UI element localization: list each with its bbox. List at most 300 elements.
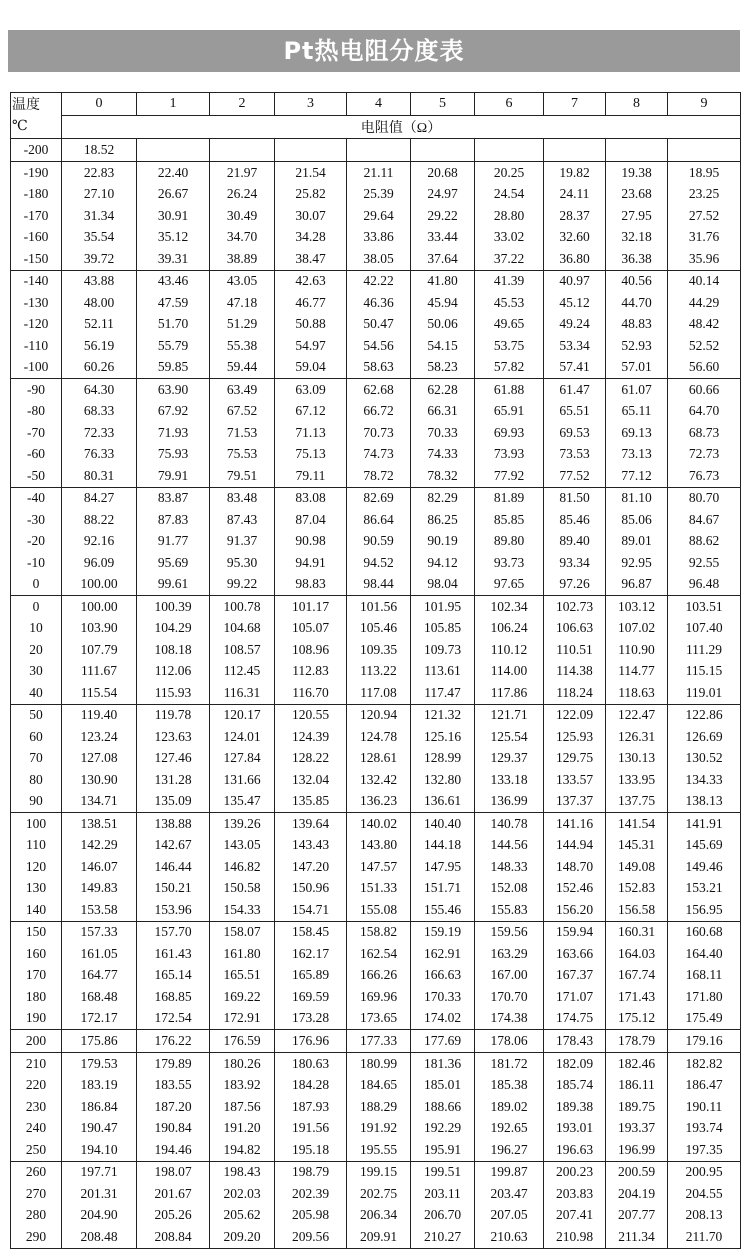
resistance-cell: 40.56 — [606, 270, 668, 292]
resistance-cell: 107.40 — [668, 618, 741, 640]
resistance-cell: 63.90 — [137, 379, 210, 401]
resistance-cell: 205.26 — [137, 1205, 210, 1227]
resistance-cell: 180.99 — [347, 1053, 411, 1075]
resistance-cell: 54.97 — [275, 335, 347, 357]
resistance-cell: 183.92 — [210, 1075, 275, 1097]
resistance-cell: 191.92 — [347, 1118, 411, 1140]
resistance-cell: 121.32 — [411, 704, 475, 726]
resistance-cell: 210.63 — [475, 1226, 544, 1248]
temperature-cell: 210 — [11, 1053, 62, 1075]
temperature-cell: 160 — [11, 943, 62, 965]
resistance-cell: 108.57 — [210, 639, 275, 661]
resistance-cell: 96.48 — [668, 574, 741, 596]
resistance-cell: 167.74 — [606, 965, 668, 987]
table-row — [11, 704, 741, 726]
table-row — [11, 682, 741, 704]
resistance-cell: 164.77 — [62, 965, 137, 987]
resistance-cell: 132.42 — [347, 769, 411, 791]
resistance-cell — [411, 139, 475, 162]
resistance-cell: 172.54 — [137, 1008, 210, 1030]
table-row — [11, 726, 741, 748]
resistance-cell: 209.91 — [347, 1226, 411, 1248]
resistance-cell: 186.47 — [668, 1075, 741, 1097]
resistance-cell: 138.51 — [62, 813, 137, 835]
resistance-cell: 152.08 — [475, 878, 544, 900]
resistance-cell: 127.46 — [137, 748, 210, 770]
resistance-cell: 78.32 — [411, 465, 475, 487]
resistance-cell: 194.10 — [62, 1139, 137, 1161]
resistance-cell: 25.39 — [347, 184, 411, 206]
resistance-cell: 134.71 — [62, 791, 137, 813]
resistance-cell: 171.43 — [606, 986, 668, 1008]
resistance-cell: 170.70 — [475, 986, 544, 1008]
resistance-cell: 83.08 — [275, 487, 347, 509]
table-row — [11, 921, 741, 943]
resistance-cell: 180.26 — [210, 1053, 275, 1075]
table-row — [11, 162, 741, 184]
temperature-cell: 200 — [11, 1030, 62, 1053]
resistance-cell: 87.04 — [275, 509, 347, 531]
temperature-cell: 220 — [11, 1075, 62, 1097]
resistance-cell: 26.67 — [137, 184, 210, 206]
resistance-cell: 125.93 — [544, 726, 606, 748]
temperature-cell: -90 — [11, 379, 62, 401]
resistance-cell: 106.63 — [544, 618, 606, 640]
resistance-cell: 20.68 — [411, 162, 475, 184]
table-row — [11, 878, 741, 900]
resistance-cell: 38.05 — [347, 248, 411, 270]
resistance-cell: 42.63 — [275, 270, 347, 292]
temperature-cell: 0 — [11, 596, 62, 618]
temperature-cell: 140 — [11, 899, 62, 921]
resistance-cell: 154.71 — [275, 899, 347, 921]
resistance-cell: 51.70 — [137, 314, 210, 336]
resistance-cell: 18.95 — [668, 162, 741, 184]
resistance-cell: 136.23 — [347, 791, 411, 813]
resistance-cell: 178.06 — [475, 1030, 544, 1053]
resistance-cell: 152.46 — [544, 878, 606, 900]
resistance-cell: 40.14 — [668, 270, 741, 292]
resistance-cell: 150.21 — [137, 878, 210, 900]
resistance-cell: 171.80 — [668, 986, 741, 1008]
temperature-cell: 190 — [11, 1008, 62, 1030]
resistance-cell: 144.94 — [544, 835, 606, 857]
resistance-cell: 45.53 — [475, 292, 544, 314]
resistance-cell: 121.71 — [475, 704, 544, 726]
resistance-cell: 191.20 — [210, 1118, 275, 1140]
resistance-cell: 111.29 — [668, 639, 741, 661]
resistance-cell: 64.70 — [668, 401, 741, 423]
resistance-cell: 131.28 — [137, 769, 210, 791]
resistance-cell: 85.46 — [544, 509, 606, 531]
temperature-cell: -10 — [11, 552, 62, 574]
resistance-cell: 171.07 — [544, 986, 606, 1008]
resistance-cell: 52.11 — [62, 314, 137, 336]
resistance-cell: 119.01 — [668, 682, 741, 704]
resistance-cell: 140.40 — [411, 813, 475, 835]
resistance-cell: 72.73 — [668, 444, 741, 466]
resistance-cell: 169.22 — [210, 986, 275, 1008]
resistance-cell: 177.69 — [411, 1030, 475, 1053]
resistance-cell: 28.80 — [475, 205, 544, 227]
table-row — [11, 1053, 741, 1075]
resistance-cell: 73.53 — [544, 444, 606, 466]
resistance-cell: 205.62 — [210, 1205, 275, 1227]
resistance-cell: 169.59 — [275, 986, 347, 1008]
table-row — [11, 769, 741, 791]
resistance-cell: 117.08 — [347, 682, 411, 704]
resistance-cell: 119.40 — [62, 704, 137, 726]
resistance-cell: 141.16 — [544, 813, 606, 835]
table-row — [11, 791, 741, 813]
resistance-cell: 193.37 — [606, 1118, 668, 1140]
unit-row — [11, 116, 741, 139]
resistance-cell: 199.87 — [475, 1161, 544, 1183]
resistance-cell: 202.75 — [347, 1183, 411, 1205]
resistance-cell: 170.33 — [411, 986, 475, 1008]
resistance-cell: 157.70 — [137, 921, 210, 943]
resistance-cell: 161.80 — [210, 943, 275, 965]
resistance-cell: 99.22 — [210, 574, 275, 596]
resistance-cell: 146.44 — [137, 856, 210, 878]
resistance-cell: 147.95 — [411, 856, 475, 878]
resistance-cell: 163.29 — [475, 943, 544, 965]
resistance-cell: 158.07 — [210, 921, 275, 943]
temperature-cell: 30 — [11, 661, 62, 683]
resistance-cell: 58.23 — [411, 357, 475, 379]
resistance-cell: 126.69 — [668, 726, 741, 748]
resistance-cell: 168.48 — [62, 986, 137, 1008]
resistance-cell: 193.74 — [668, 1118, 741, 1140]
temperature-cell: 10 — [11, 618, 62, 640]
table-row — [11, 1183, 741, 1205]
table-row — [11, 986, 741, 1008]
table-row — [11, 1096, 741, 1118]
resistance-cell: 22.83 — [62, 162, 137, 184]
resistance-table — [10, 92, 741, 1249]
resistance-cell: 156.95 — [668, 899, 741, 921]
resistance-cell: 84.27 — [62, 487, 137, 509]
resistance-cell: 123.63 — [137, 726, 210, 748]
table-row — [11, 357, 741, 379]
resistance-cell: 80.31 — [62, 465, 137, 487]
resistance-cell: 68.73 — [668, 422, 741, 444]
resistance-cell: 147.57 — [347, 856, 411, 878]
resistance-cell: 129.37 — [475, 748, 544, 770]
resistance-cell: 189.75 — [606, 1096, 668, 1118]
resistance-cell: 203.83 — [544, 1183, 606, 1205]
resistance-cell — [544, 139, 606, 162]
resistance-cell: 62.68 — [347, 379, 411, 401]
resistance-cell: 127.84 — [210, 748, 275, 770]
resistance-cell: 209.56 — [275, 1226, 347, 1248]
table-row — [11, 1008, 741, 1030]
resistance-cell: 200.23 — [544, 1161, 606, 1183]
resistance-cell: 83.48 — [210, 487, 275, 509]
resistance-cell: 124.01 — [210, 726, 275, 748]
resistance-cell: 34.70 — [210, 227, 275, 249]
resistance-cell: 103.90 — [62, 618, 137, 640]
resistance-cell: 102.34 — [475, 596, 544, 618]
resistance-cell: 65.51 — [544, 401, 606, 423]
resistance-cell: 117.47 — [411, 682, 475, 704]
resistance-cell: 204.90 — [62, 1205, 137, 1227]
resistance-cell: 100.00 — [62, 574, 137, 596]
resistance-cell: 138.13 — [668, 791, 741, 813]
resistance-cell: 43.05 — [210, 270, 275, 292]
table-row — [11, 401, 741, 423]
temperature-cell: -200 — [11, 139, 62, 162]
table-row — [11, 465, 741, 487]
resistance-cell: 70.33 — [411, 422, 475, 444]
page-title: Pt热电阻分度表 — [8, 30, 740, 72]
resistance-cell: 185.38 — [475, 1075, 544, 1097]
temperature-cell: 270 — [11, 1183, 62, 1205]
resistance-cell: 206.70 — [411, 1205, 475, 1227]
resistance-cell: 199.15 — [347, 1161, 411, 1183]
temperature-cell: 290 — [11, 1226, 62, 1248]
resistance-cell: 130.90 — [62, 769, 137, 791]
resistance-cell: 136.61 — [411, 791, 475, 813]
resistance-cell: 47.59 — [137, 292, 210, 314]
resistance-cell: 112.83 — [275, 661, 347, 683]
resistance-cell: 122.86 — [668, 704, 741, 726]
resistance-cell: 57.82 — [475, 357, 544, 379]
resistance-cell: 101.95 — [411, 596, 475, 618]
resistance-cell: 130.52 — [668, 748, 741, 770]
table-row — [11, 184, 741, 206]
resistance-cell: 35.12 — [137, 227, 210, 249]
table-row — [11, 1161, 741, 1183]
resistance-cell: 39.72 — [62, 248, 137, 270]
resistance-cell: 190.11 — [668, 1096, 741, 1118]
resistance-cell: 81.10 — [606, 487, 668, 509]
resistance-cell: 68.33 — [62, 401, 137, 423]
resistance-cell: 80.70 — [668, 487, 741, 509]
resistance-cell: 67.92 — [137, 401, 210, 423]
temperature-cell: -120 — [11, 314, 62, 336]
resistance-cell: 51.29 — [210, 314, 275, 336]
resistance-cell: 138.88 — [137, 813, 210, 835]
temperature-cell: 110 — [11, 835, 62, 857]
resistance-cell: 32.18 — [606, 227, 668, 249]
resistance-cell: 120.55 — [275, 704, 347, 726]
resistance-cell: 40.97 — [544, 270, 606, 292]
resistance-cell — [347, 139, 411, 162]
resistance-cell: 73.13 — [606, 444, 668, 466]
resistance-cell: 182.09 — [544, 1053, 606, 1075]
resistance-cell: 55.79 — [137, 335, 210, 357]
resistance-cell: 159.56 — [475, 921, 544, 943]
resistance-cell: 115.15 — [668, 661, 741, 683]
resistance-cell: 61.88 — [475, 379, 544, 401]
resistance-cell: 166.63 — [411, 965, 475, 987]
table-row — [11, 813, 741, 835]
resistance-cell: 192.29 — [411, 1118, 475, 1140]
column-header: 8 — [606, 93, 668, 116]
resistance-cell: 187.56 — [210, 1096, 275, 1118]
resistance-cell: 131.66 — [210, 769, 275, 791]
resistance-cell: 89.01 — [606, 531, 668, 553]
resistance-cell: 158.45 — [275, 921, 347, 943]
resistance-cell: 27.95 — [606, 205, 668, 227]
resistance-cell: 182.82 — [668, 1053, 741, 1075]
temperature-cell: 170 — [11, 965, 62, 987]
resistance-cell: 193.01 — [544, 1118, 606, 1140]
resistance-cell: 67.52 — [210, 401, 275, 423]
table-row — [11, 1075, 741, 1097]
resistance-cell: 150.96 — [275, 878, 347, 900]
temperature-cell: -110 — [11, 335, 62, 357]
resistance-cell: 24.11 — [544, 184, 606, 206]
table-row — [11, 965, 741, 987]
resistance-cell: 151.71 — [411, 878, 475, 900]
resistance-cell: 58.63 — [347, 357, 411, 379]
temperature-cell: 240 — [11, 1118, 62, 1140]
resistance-cell: 127.08 — [62, 748, 137, 770]
resistance-cell: 169.96 — [347, 986, 411, 1008]
resistance-cell: 178.43 — [544, 1030, 606, 1053]
resistance-cell: 157.33 — [62, 921, 137, 943]
unit-label: ℃ — [11, 116, 62, 139]
resistance-cell: 155.46 — [411, 899, 475, 921]
temperature-cell: 60 — [11, 726, 62, 748]
resistance-cell: 92.16 — [62, 531, 137, 553]
resistance-cell: 109.73 — [411, 639, 475, 661]
resistance-cell: 112.45 — [210, 661, 275, 683]
resistance-cell: 69.13 — [606, 422, 668, 444]
resistance-cell: 175.86 — [62, 1030, 137, 1053]
resistance-cell: 53.34 — [544, 335, 606, 357]
resistance-cell: 56.60 — [668, 357, 741, 379]
table-row — [11, 509, 741, 531]
resistance-cell: 44.29 — [668, 292, 741, 314]
resistance-cell: 144.18 — [411, 835, 475, 857]
resistance-cell: 83.87 — [137, 487, 210, 509]
resistance-cell: 210.27 — [411, 1226, 475, 1248]
column-header: 7 — [544, 93, 606, 116]
resistance-cell: 150.58 — [210, 878, 275, 900]
resistance-cell: 156.58 — [606, 899, 668, 921]
resistance-cell: 95.69 — [137, 552, 210, 574]
resistance-cell: 100.00 — [62, 596, 137, 618]
resistance-cell: 114.77 — [606, 661, 668, 683]
resistance-cell: 159.94 — [544, 921, 606, 943]
resistance-cell: 43.46 — [137, 270, 210, 292]
table-row — [11, 661, 741, 683]
resistance-cell: 47.18 — [210, 292, 275, 314]
resistance-cell: 30.07 — [275, 205, 347, 227]
resistance-cell: 86.25 — [411, 509, 475, 531]
resistance-cell: 176.96 — [275, 1030, 347, 1053]
resistance-cell: 190.84 — [137, 1118, 210, 1140]
resistance-cell: 179.16 — [668, 1030, 741, 1053]
resistance-cell: 93.73 — [475, 552, 544, 574]
resistance-cell: 112.06 — [137, 661, 210, 683]
resistance-cell: 60.66 — [668, 379, 741, 401]
temperature-cell: 230 — [11, 1096, 62, 1118]
resistance-cell: 187.20 — [137, 1096, 210, 1118]
resistance-cell: 211.34 — [606, 1226, 668, 1248]
column-header: 4 — [347, 93, 411, 116]
resistance-cell: 196.27 — [475, 1139, 544, 1161]
resistance-cell: 189.38 — [544, 1096, 606, 1118]
temperature-cell: 0 — [11, 574, 62, 596]
resistance-cell — [137, 139, 210, 162]
table-row — [11, 292, 741, 314]
resistance-cell: 65.11 — [606, 401, 668, 423]
resistance-cell: 186.11 — [606, 1075, 668, 1097]
resistance-cell: 91.77 — [137, 531, 210, 553]
resistance-cell: 44.70 — [606, 292, 668, 314]
table-row — [11, 531, 741, 553]
resistance-cell: 79.91 — [137, 465, 210, 487]
resistance-cell: 167.00 — [475, 965, 544, 987]
resistance-cell: 203.47 — [475, 1183, 544, 1205]
column-header: 1 — [137, 93, 210, 116]
table-row — [11, 1030, 741, 1053]
resistance-cell: 140.02 — [347, 813, 411, 835]
resistance-cell: 46.36 — [347, 292, 411, 314]
resistance-cell: 63.09 — [275, 379, 347, 401]
resistance-cell: 149.46 — [668, 856, 741, 878]
resistance-cell: 98.44 — [347, 574, 411, 596]
resistance-cell: 61.47 — [544, 379, 606, 401]
resistance-cell: 33.02 — [475, 227, 544, 249]
resistance-cell: 67.12 — [275, 401, 347, 423]
temperature-cell: 150 — [11, 921, 62, 943]
resistance-cell: 210.98 — [544, 1226, 606, 1248]
column-header: 0 — [62, 93, 137, 116]
resistance-cell: 97.65 — [475, 574, 544, 596]
resistance-cell: 34.28 — [275, 227, 347, 249]
resistance-cell: 82.29 — [411, 487, 475, 509]
resistance-cell: 91.37 — [210, 531, 275, 553]
resistance-cell: 62.28 — [411, 379, 475, 401]
resistance-cell: 207.05 — [475, 1205, 544, 1227]
resistance-cell: 21.11 — [347, 162, 411, 184]
temperature-cell: 80 — [11, 769, 62, 791]
resistance-cell: 60.26 — [62, 357, 137, 379]
resistance-cell: 124.39 — [275, 726, 347, 748]
table-row — [11, 335, 741, 357]
resistance-cell: 117.86 — [475, 682, 544, 704]
resistance-cell: 105.46 — [347, 618, 411, 640]
resistance-cell: 94.91 — [275, 552, 347, 574]
resistance-cell: 159.19 — [411, 921, 475, 943]
temperature-cell: 120 — [11, 856, 62, 878]
temperature-cell: -150 — [11, 248, 62, 270]
resistance-cell: 200.59 — [606, 1161, 668, 1183]
temperature-cell: 50 — [11, 704, 62, 726]
resistance-cell: 134.33 — [668, 769, 741, 791]
resistance-cell: 195.91 — [411, 1139, 475, 1161]
resistance-cell: 39.31 — [137, 248, 210, 270]
resistance-cell: 160.31 — [606, 921, 668, 943]
resistance-cell: 94.12 — [411, 552, 475, 574]
resistance-cell — [475, 139, 544, 162]
resistance-cell: 69.93 — [475, 422, 544, 444]
resistance-cell: 48.00 — [62, 292, 137, 314]
resistance-cell: 28.37 — [544, 205, 606, 227]
resistance-cell: 148.70 — [544, 856, 606, 878]
resistance-cell: 71.53 — [210, 422, 275, 444]
resistance-cell: 140.78 — [475, 813, 544, 835]
resistance-cell: 78.72 — [347, 465, 411, 487]
resistance-cell: 175.49 — [668, 1008, 741, 1030]
resistance-cell: 35.96 — [668, 248, 741, 270]
resistance-cell: 50.06 — [411, 314, 475, 336]
